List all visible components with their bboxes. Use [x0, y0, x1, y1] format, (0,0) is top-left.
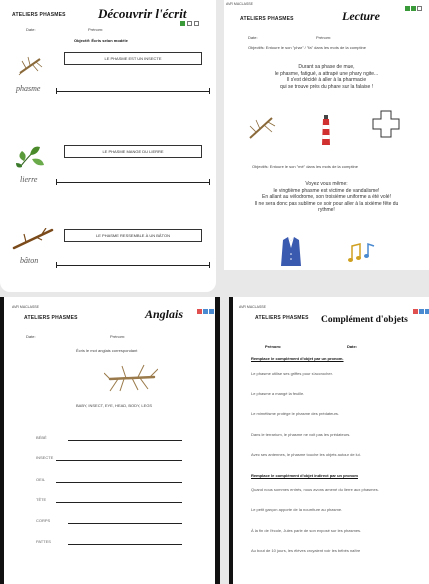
line-start-tick	[56, 262, 57, 268]
stick-insect-icon	[104, 363, 158, 393]
prenom-label: Prénom:	[110, 334, 126, 339]
sentence-6: Quand nous sommes entrés, nous avons amené du lierre aux phasmes.	[251, 487, 379, 492]
level-square-3	[209, 309, 214, 314]
date-label: Date:	[26, 334, 36, 339]
poem-line: Durant sa phase de mue,	[298, 64, 355, 70]
poem-line: Il s'est décidé à aller à la pharmacie	[286, 77, 367, 84]
answer-line-2[interactable]	[56, 460, 182, 461]
corner-label: AVR MACLASSE	[239, 305, 266, 309]
line-start-tick	[56, 179, 57, 185]
sentence-7: Le petit garçon apporte de la nourriture au phasme.	[251, 507, 343, 512]
sentence-2: Le phasme a mangé la feuille.	[251, 391, 305, 396]
poem-line: le vingtième phasme est victime de vandalisme!	[273, 187, 380, 194]
corner-label: AVR MACLASSE	[12, 305, 39, 309]
word-label-2: lierre	[20, 175, 38, 184]
header-label: ATELIERS PHASMES	[255, 315, 309, 321]
prenom-label: Prénom:	[316, 35, 332, 40]
date-label: Date:	[347, 344, 358, 349]
date-label: Date:	[26, 27, 36, 32]
worksheet-lecture	[224, 0, 429, 270]
objectif-1: Objectifs: Entoure le son "phar" / "fa" dans les mots de la comptine	[248, 45, 366, 50]
level-square-3	[194, 21, 199, 26]
level-square-1	[180, 21, 185, 26]
line-end-tick	[209, 262, 210, 268]
answer-line-3[interactable]	[56, 482, 182, 483]
sentence-4: Dans le terrarium, le phasme ne voit pas les prédateurs.	[251, 432, 351, 437]
objectif-2: Objectifs: Entoure le son "mé" dans les mots de la comptine	[252, 164, 359, 169]
stick-branch-icon	[12, 228, 54, 250]
sentence-9: Au bout de 10 jours, les élèves croyaient voir les bébés naître	[251, 548, 361, 553]
music-notes-icon	[346, 240, 376, 266]
level-square-1	[405, 6, 410, 11]
prenom-label: Prénom:	[265, 344, 282, 349]
poem-line: rythme!	[318, 207, 335, 214]
writing-line-3[interactable]	[56, 265, 210, 266]
sentence-8: À la fin de l'école, Jules parle de son exposé sur les phasmes.	[251, 528, 362, 533]
sentence-3: Le mimétisme protège le phasme des prédateurs.	[251, 411, 340, 416]
level-square-3	[425, 309, 429, 314]
prenom-label: Prénom:	[88, 27, 104, 32]
worksheet-ecrit	[0, 0, 216, 292]
stick-insect-icon	[246, 114, 276, 142]
page-title: Anglais	[145, 307, 184, 321]
lighthouse-icon	[319, 113, 333, 147]
model-sentence-2: LE PHASME MANGE DU LIERRE	[64, 145, 202, 158]
ivy-leaf-icon	[14, 143, 46, 171]
level-square-2	[187, 21, 192, 26]
stick-insect-icon	[16, 53, 44, 77]
model-sentence-3: LE PHASME RESSEMBLE À UN BÂTON	[64, 229, 202, 242]
uniform-icon	[279, 236, 303, 268]
field-label-4: TÊTE	[36, 497, 47, 502]
level-square-1	[413, 309, 418, 314]
field-label-1: BÉBÉ	[36, 435, 47, 440]
answer-line-5[interactable]	[68, 523, 182, 524]
header-label: ATELIERS PHASMES	[240, 16, 294, 22]
writing-line-1[interactable]	[56, 91, 210, 92]
poem-line: qui se trouve près du phare sur la falaise !	[279, 83, 374, 90]
word-bank: BABY, INSECT, EYE, HEAD, BODY, LEGS	[76, 403, 153, 408]
writing-line-2[interactable]	[56, 182, 210, 183]
header-label: ATELIERS PHASMES	[12, 12, 66, 18]
level-square-2	[411, 6, 416, 11]
frame-bar-mid	[215, 297, 220, 584]
sentence-5: Avec ses antennes, le phasme touche les objets autour de lui.	[251, 452, 361, 457]
line-end-tick	[209, 88, 210, 94]
worksheet-anglais	[4, 297, 215, 584]
answer-line-6[interactable]	[68, 544, 182, 545]
level-square-2	[419, 309, 424, 314]
field-label-5: CORPS	[36, 518, 51, 523]
poem-line: Il ne sera donc pas sublime ce soir pour aller à la sixième fête du	[254, 200, 399, 207]
field-label-2: INSECTE	[36, 455, 54, 460]
answer-line-1[interactable]	[68, 440, 182, 441]
sentence-1: Le phasme utilise ses griffes pour s'accrocher.	[251, 371, 333, 376]
level-square-3	[417, 6, 422, 11]
pharmacy-cross-icon	[372, 110, 400, 138]
section-1-title: Remplace le complément d'objet par un pronom.	[251, 356, 344, 361]
model-sentence-1: LE PHASME EST UN INSECTE	[64, 52, 202, 65]
answer-line-4[interactable]	[56, 502, 182, 503]
corner-label: AVR MACLASSE	[226, 2, 253, 6]
section-2-title: Remplace le complément d'objet indirect par un pronom	[251, 473, 358, 478]
poem-line: En allant au vélodrome, son troisième uniforme a été volé!	[262, 194, 391, 201]
comptine-2	[228, 181, 425, 214]
date-label: Date:	[248, 35, 258, 40]
worksheet-complement	[233, 297, 429, 584]
instruction-text: Écris le mot anglais correspondant	[76, 348, 138, 353]
field-label-6: PATTES	[36, 539, 51, 544]
page-title: Complément d'objets	[321, 315, 408, 325]
comptine-1	[234, 64, 419, 90]
level-square-2	[203, 309, 208, 314]
poem-line: Voyez vous même:	[305, 181, 348, 187]
header-label: ATELIERS PHASMES	[24, 315, 78, 321]
line-end-tick	[209, 179, 210, 185]
poem-line: le phasme, fatigué, a attrapé une phary ngite...	[274, 70, 379, 77]
page-title: Découvrir l'écrit	[98, 6, 187, 21]
word-label-3: bâton	[20, 256, 39, 265]
line-start-tick	[56, 88, 57, 94]
level-square-1	[197, 309, 202, 314]
field-label-3: OEIL	[36, 477, 46, 482]
objectif-text: Objectif: Écris selon modèle	[74, 38, 128, 43]
page-title: Lecture	[342, 9, 380, 23]
word-label-1: phasme	[16, 84, 41, 93]
